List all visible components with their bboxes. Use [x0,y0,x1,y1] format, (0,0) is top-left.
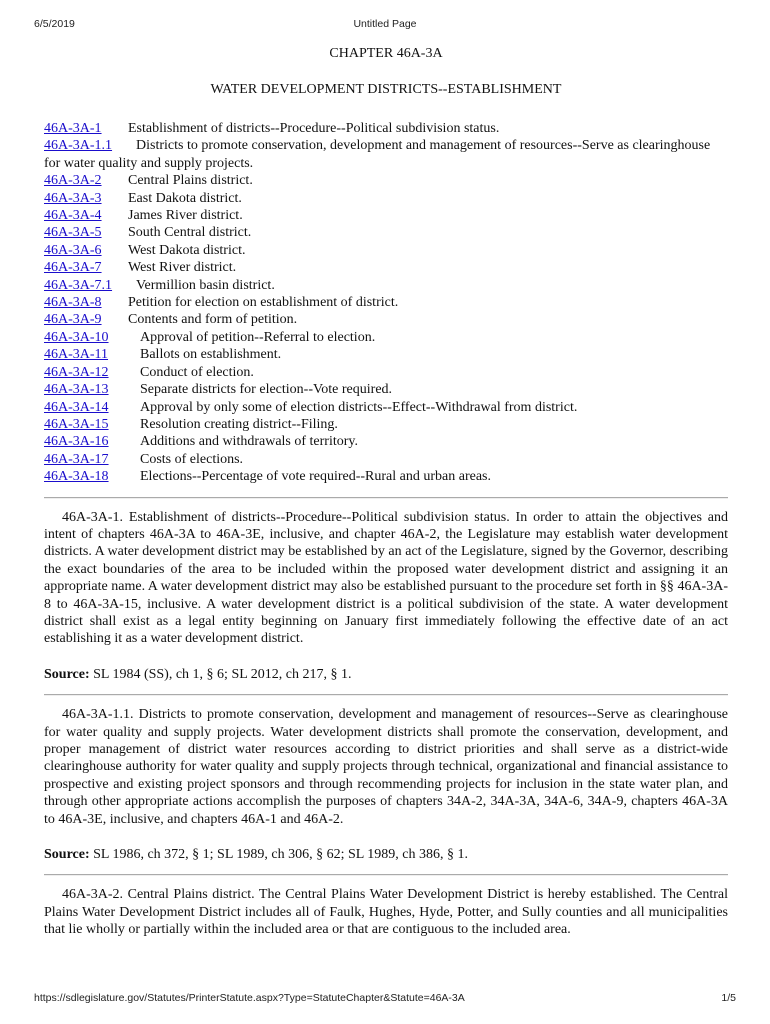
source-label: Source: [44,666,90,682]
toc-row [44,381,728,398]
toc-link[interactable]: 46A-3A-16 [44,434,109,450]
toc-row [44,433,728,450]
statute-section [44,886,728,938]
toc-title: Approval of petition--Referral to election. [140,329,376,345]
table-of-contents [44,120,728,486]
toc-row [44,416,728,433]
toc-title: Establishment of districts--Procedure--Political subdivision status. [128,121,500,136]
toc-link[interactable]: 46A-3A-4 [44,208,102,224]
toc-title: Additions and withdrawals of territory. [140,434,358,450]
source-citation: SL 1986, ch 372, § 1; SL 1989, ch 306, § 62; SL 1989, ch 386, § 1. [93,847,469,863]
toc-link[interactable]: 46A-3A-5 [44,225,102,241]
toc-row [44,277,728,294]
toc-title: Separate districts for election--Vote required. [140,382,393,398]
toc-link[interactable]: 46A-3A-1 [44,121,102,136]
page-number: 1/5 [721,992,736,1004]
toc-row [44,137,728,172]
toc-row [44,468,728,485]
toc-title: South Central district. [128,225,252,241]
toc-title: Ballots on establishment. [140,347,282,363]
page-title: Untitled Page [353,18,417,30]
toc-title: Contents and form of petition. [128,312,298,328]
print-url: https://sdlegislature.gov/Statutes/PrinterStatute.aspx?Type=StatuteChapter&Statute=46A-3A [34,992,465,1004]
toc-row [44,451,728,468]
toc-link[interactable]: 46A-3A-1.1 [44,138,113,154]
toc-link[interactable]: 46A-3A-9 [44,312,102,328]
toc-row [44,172,728,189]
toc-title: Vermillion basin district. [136,277,275,293]
toc-link[interactable]: 46A-3A-7 [44,260,102,276]
toc-title: Conduct of election. [140,364,254,380]
page-header [34,18,736,32]
toc-title: Districts to promote conservation, development and management of resources--Serve as clearinghouse for water quality and supply projects. [44,138,711,171]
toc-link[interactable]: 46A-3A-3 [44,190,102,206]
toc-title: Petition for election on establishment of district. [128,295,399,311]
section-source [44,846,728,863]
section-text: 46A-3A-1. Establishment of districts--Procedure--Political subdivision status. In order to attain the objectives and intent of chapters 46A-3A to 46A-3E, inclusive, and chapter 46A-2, the Legislature may establish water development districts. A water development district may be established by an act of the Legislature, signed by the Governor, describing the exact boundaries of the area to be included within the proposed water development district and assigning it an appropriate name. A water development district may also be established pursuant to the procedure set forth in §§ 46A-3A-8 to 46A-3A-15, inclusive. A water development district is a political subdivision of the state. A water development district shall exist as a legal entity beginning on January first immediately following the effective date of an act establishing it as a water development district. [44,509,728,647]
section-divider [44,694,728,696]
toc-row [44,190,728,207]
section-text: 46A-3A-2. Central Plains district. The Central Plains Water Development District is hereby established. The Central Plains Water Development District includes all of Faulk, Hughes, Hyde, Potter, and Sully counties and all municipalities that lie wholly or partially within the included area or that are contiguous to the included area. [44,887,728,938]
toc-row [44,120,728,137]
toc-title: Central Plains district. [128,173,253,189]
print-date: 6/5/2019 [34,18,75,30]
statute-section [44,706,728,863]
toc-link[interactable]: 46A-3A-18 [44,469,109,485]
toc-link[interactable]: 46A-3A-13 [44,382,109,398]
toc-title: West River district. [128,260,237,276]
toc-link[interactable]: 46A-3A-14 [44,399,109,415]
toc-title: Approval by only some of election districts--Effect--Withdrawal from district. [140,399,578,415]
section-divider [44,497,728,499]
toc-title: Elections--Percentage of vote required--Rural and urban areas. [140,469,492,485]
toc-link[interactable]: 46A-3A-8 [44,295,102,311]
toc-title: Resolution creating district--Filing. [140,416,338,432]
section-divider [44,874,728,876]
toc-row [44,311,728,328]
toc-link[interactable]: 46A-3A-7.1 [44,277,113,293]
page-footer [34,992,736,1006]
section-source [44,666,728,683]
toc-row [44,207,728,224]
toc-link[interactable]: 46A-3A-12 [44,364,109,380]
toc-row [44,364,728,381]
toc-title: James River district. [128,208,243,224]
chapter-subtitle: WATER DEVELOPMENT DISTRICTS--ESTABLISHMENT [210,82,562,97]
toc-title: West Dakota district. [128,242,246,258]
toc-link[interactable]: 46A-3A-2 [44,173,102,189]
toc-row [44,224,728,241]
source-label: Source: [44,847,90,863]
toc-row [44,346,728,363]
source-citation: SL 1984 (SS), ch 1, § 6; SL 2012, ch 217, § 1. [93,666,352,682]
toc-link[interactable]: 46A-3A-15 [44,416,109,432]
toc-title: East Dakota district. [128,190,242,206]
toc-link[interactable]: 46A-3A-10 [44,329,109,345]
toc-title: Costs of elections. [140,451,244,467]
toc-row [44,242,728,259]
statute-section [44,509,728,684]
toc-link[interactable]: 46A-3A-6 [44,242,102,258]
toc-row [44,259,728,276]
toc-row [44,294,728,311]
section-text: 46A-3A-1.1. Districts to promote conservation, development and management of resources--Serve as clearinghouse for water quality and supply projects. Water development districts shall promote the conservation, development, and proper management of district water resources according to district priorities and shall serve as a district-wide clearinghouse authority for water quality and supply projects through technical, organizational and financial assistance to prospective and existing project sponsors and through recommending projects for inclusion in the state water plan, and through other appropriate actions accomplish the purposes of chapters 34A-2, 34A-3A, 34A-6, 34A-9, chapters 46A-3A to 46A-3E, inclusive, and chapters 46A-1 and 46A-2. [44,707,728,827]
toc-row [44,399,728,416]
toc-row [44,329,728,346]
document-content [44,40,728,939]
chapter-heading: CHAPTER 46A-3A [329,46,443,61]
toc-link[interactable]: 46A-3A-11 [44,347,109,363]
toc-link[interactable]: 46A-3A-17 [44,451,109,467]
